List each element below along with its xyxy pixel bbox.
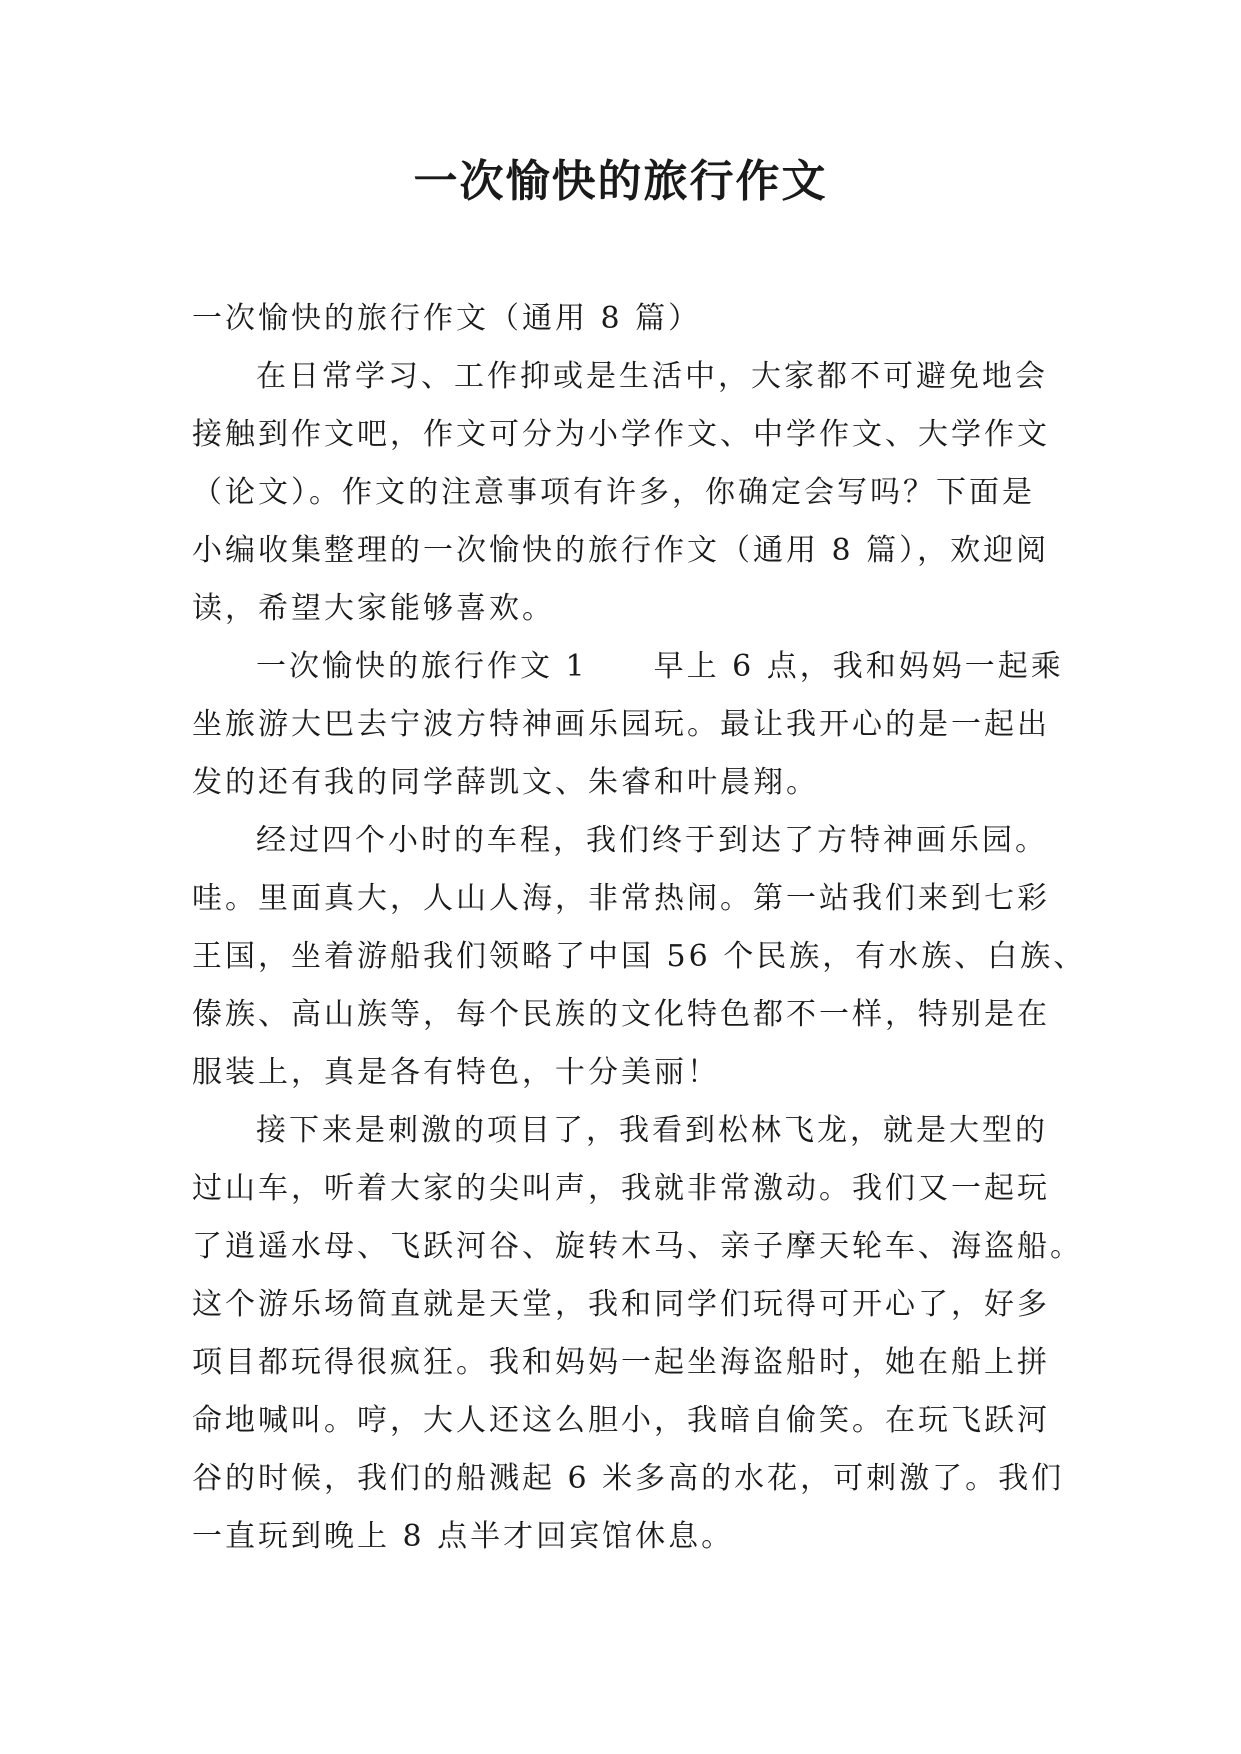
text-line: 经过四个小时的车程，我们终于到达了方特神画乐园。: [256, 823, 1048, 858]
text-line: 王国，坐着游船我们领略了中国 56 个民族，有水族、白族、: [192, 939, 1087, 974]
text-line: 发的还有我的同学薛凯文、朱睿和叶晨翔。: [192, 765, 819, 800]
text-line: 过山车，听着大家的尖叫声，我就非常激动。我们又一起玩: [192, 1171, 1050, 1206]
text-line: 接触到作文吧，作文可分为小学作文、中学作文、大学作文: [192, 417, 1050, 452]
text-line: 一直玩到晚上 8 点半才回宾馆休息。: [192, 1519, 735, 1554]
text-line: 小编收集整理的一次愉快的旅行作文（通用 8 篇），欢迎阅: [192, 533, 1050, 568]
text-line: 哇。里面真大，人山人海，非常热闹。第一站我们来到七彩: [192, 881, 1050, 916]
document-body: [192, 290, 1087, 1566]
text-line: 这个游乐场简直就是天堂，我和同学们玩得可开心了，好多: [192, 1287, 1050, 1322]
text-line: 了逍遥水母、飞跃河谷、旋转木马、亲子摩天轮车、海盗船。: [192, 1229, 1083, 1264]
text-line: 读，希望大家能够喜欢。: [192, 591, 555, 626]
text-line: （论文）。作文的注意事项有许多，你确定会写吗？下面是: [192, 475, 1035, 510]
text-line: 谷的时候，我们的船溅起 6 米多高的水花，可刺激了。我们: [192, 1461, 1065, 1496]
text-line: 项目都玩得很疯狂。我和妈妈一起坐海盗船时，她在船上拼: [192, 1345, 1050, 1380]
text-line: 一次愉快的旅行作文（通用 8 篇）: [192, 301, 702, 336]
text-line: 在日常学习、工作抑或是生活中，大家都不可避免地会: [256, 359, 1048, 394]
text-line: 坐旅游大巴去宁波方特神画乐园玩。最让我开心的是一起出: [192, 707, 1050, 742]
text-line: 一次愉快的旅行作文 1 早上 6 点，我和妈妈一起乘: [256, 649, 1064, 684]
text-line: 傣族、高山族等，每个民族的文化特色都不一样，特别是在: [192, 997, 1050, 1032]
text-line: 命地喊叫。哼，大人还这么胆小，我暗自偷笑。在玩飞跃河: [192, 1403, 1050, 1438]
text-line: 服装上，真是各有特色，十分美丽！: [192, 1055, 720, 1090]
document-title: 一次愉快的旅行作文: [413, 156, 828, 207]
text-line: 接下来是刺激的项目了，我看到松林飞龙，就是大型的: [256, 1113, 1048, 1148]
